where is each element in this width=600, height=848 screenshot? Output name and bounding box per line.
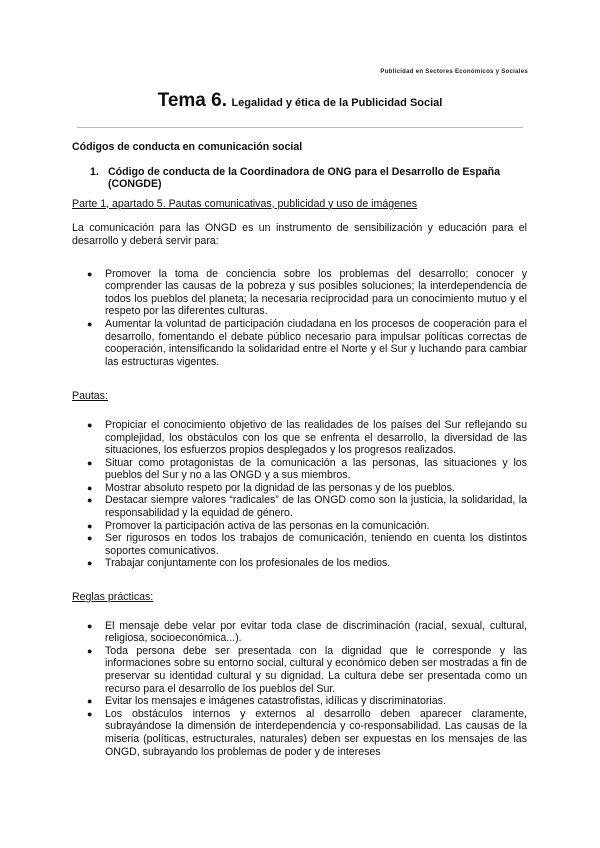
bullet-icon: ● [87,268,93,279]
bullet-icon: ● [87,482,93,493]
bullet-icon: ● [87,645,93,656]
bullet-icon: ● [87,620,93,631]
intro-paragraph: La comunicación para las ONGD es un instrumento de sensibilización y educación para el desarrollo y deberá servir para: [72,222,527,247]
reglas-heading: Reglas prácticas: [72,591,154,604]
part-subheading: Parte 1, apartado 5. Pautas comunicativas, publicidad y uso de imágenes [72,197,418,210]
title-main: Tema 6. [157,90,227,111]
heading-text: Código de conducta de la Coordinadora de ONG para el Desarrollo de España (CONGDE) [108,165,501,191]
list-item: ● Trabajar conjuntamente con los profesionales de los medios. [87,557,391,570]
list-item: ● Ser rigurosos en todos los trabajos de comunicación, teniendo en cuenta los distintos soportes comunicativos. [87,532,527,557]
list-item: ● Evitar los mensajes e imágenes catastrofistas, idílicas y discriminatorias. [87,695,446,708]
list-item: ● El mensaje debe velar por evitar toda clase de discriminación (racial, sexual, cultural, religiosa, socioeconómica...). [87,619,527,645]
running-header: Publicidad en Sectores Económicos y Sociales [380,69,528,75]
list-item: ● Situar como protagonistas de la comunicación a las personas, las situaciones y los pueblos del Sur y no a las ONGD y a sus miembros. [87,456,527,482]
pautas-list [72,419,527,570]
list-item: ● Propiciar el conocimiento objetivo de las realidades de los países del Sur reflejando su complejidad, los obstáculos con los que se enfrenta el desarrollo, la diversidad de las situaciones, los esfuerzos propios desplegados y los progresos realizados. [87,418,527,457]
list-item: ● Mostrar absoluto respeto por la dignidad de las personas y de los pueblos. [87,481,455,494]
reglas-list [72,620,527,759]
bullet-icon: ● [87,533,93,544]
document-body [72,141,527,778]
title-divider [77,127,523,128]
list-item: ● Los obstáculos internos y externos al desarrollo deben aparecer claramente, subrayándose la dimensión de interdependencia y co-responsabilidad. Las causas de la miseria (políticas, estructurales, naturales) deben ser expuestas en los mensajes de las ONGD, subrayando los problemas de poder y de intereses [87,707,527,758]
bullet-icon: ● [87,558,93,569]
list-item: ● Destacar siempre valores “radicales” de las ONGD como son la justicia, la solidaridad, la responsabilidad y la equidad de género. [87,494,527,520]
bullet-icon: ● [87,696,93,707]
list-item: ● Toda persona debe ser presentada con la dignidad que le corresponde y las informaciones sobre su entorno social, cultural y económico deben ser mostradas a fin de preservar su identidad cultural y su dignidad. La cultura debe ser presentada como un recurso para el desarrollo de los pueblos del Sur. [87,644,527,695]
page-title [0,90,600,112]
pautas-heading: Pautas: [72,390,108,403]
bullet-icon: ● [87,419,93,430]
bullet-icon: ● [87,457,93,468]
heading-number: 1. [90,165,99,178]
bullet-icon: ● [87,708,93,719]
bullet-icon: ● [87,520,93,531]
objectives-list [72,268,527,369]
list-item: ● Promover la participación activa de las personas en la comunicación. [87,519,430,532]
bullet-icon: ● [87,318,93,329]
numbered-heading [90,166,527,191]
list-item: ● Aumentar la voluntad de participación ciudadana en los procesos de cooperación para el desarrollo, fomentando el debate público necesario para impulsar políticas correctas de cooperación, intensificando la solidaridad entre el Norte y el Sur y luchando para cambiar las estructuras vigentes. [87,317,527,368]
title-sub: Legalidad y ética de la Publicidad Social [231,97,443,109]
bullet-icon: ● [87,495,93,506]
list-item: ● Promover la toma de conciencia sobre los problemas del desarrollo; conocer y comprender las causas de la pobreza y sus posibles soluciones; la interdependencia de todos los pueblos del planeta; la necesaria reciprocidad para un conocimiento mutuo y el respeto por las diferentes culturas. [87,267,527,318]
section-heading: Códigos de conducta en comunicación social [72,141,303,153]
